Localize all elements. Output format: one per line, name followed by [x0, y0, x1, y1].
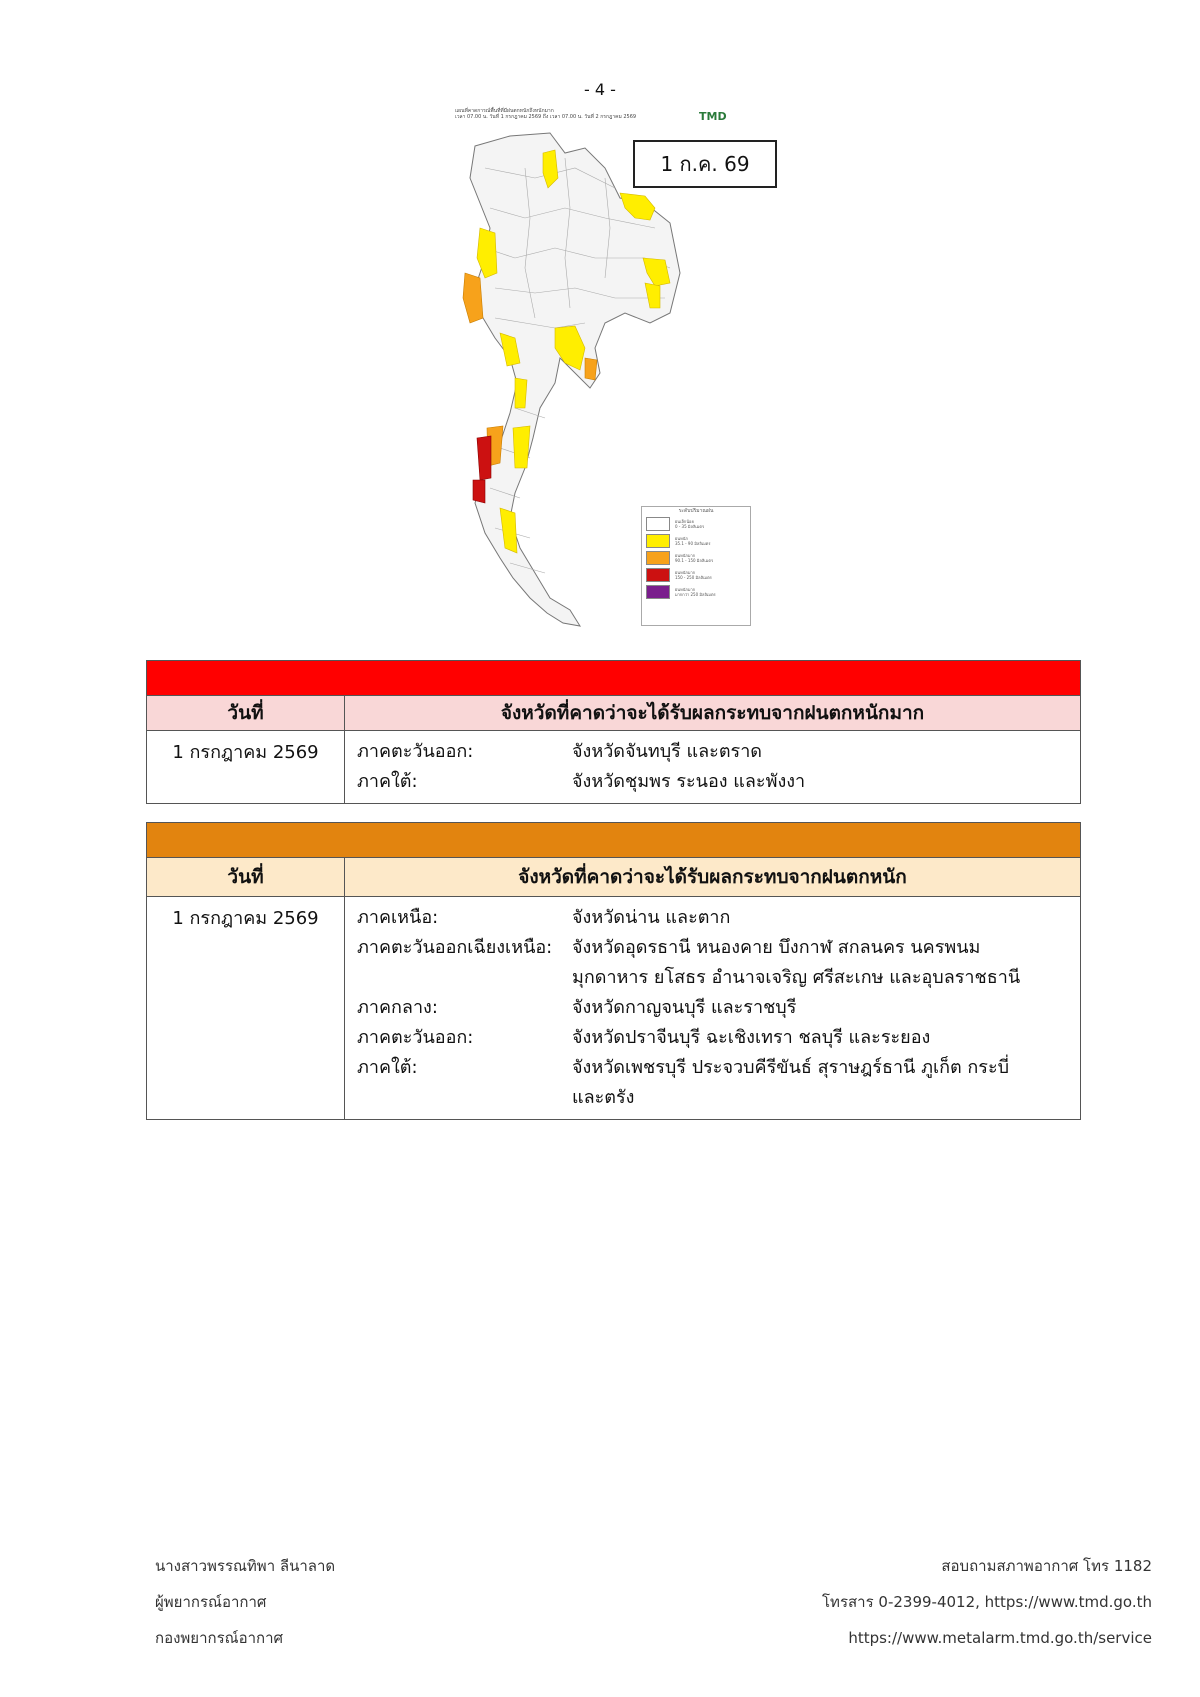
region-provinces: จังหวัดชุมพร ระนอง และพังงา	[572, 771, 806, 792]
rain-area-phetchaburi	[515, 378, 527, 408]
table-column-header	[147, 857, 1080, 896]
region-provinces: และตรัง	[572, 1087, 635, 1108]
region-provinces: จังหวัดน่าน และตาก	[572, 907, 731, 928]
tmd-logo-text: TMD	[699, 110, 727, 123]
heavy-rain-table	[146, 822, 1081, 1120]
column-date-header: วันที่	[147, 858, 345, 896]
legend-item	[646, 585, 746, 599]
legend-swatch	[646, 551, 670, 565]
region-line	[357, 933, 1070, 993]
rain-area-west-orange	[463, 273, 483, 323]
column-date-header: วันที่	[147, 696, 345, 730]
legend-range: มากกว่า 250 มิลลิเมตร	[675, 592, 716, 597]
map-header-line1: แผนที่คาดการณ์พื้นที่ที่มีฝนตกหนักถึงหนักมาก	[455, 108, 554, 114]
rain-area-trat	[585, 358, 597, 380]
legend-swatch	[646, 585, 670, 599]
rain-area-surat	[513, 426, 530, 468]
rainfall-forecast-map	[455, 108, 775, 628]
legend-item	[646, 551, 746, 565]
footer-forecaster	[155, 1548, 335, 1656]
region-provinces: จังหวัดจันทบุรี และตราด	[572, 741, 762, 762]
map-header-line2: เวลา 07.00 น. วันที่ 1 กรกฎาคม 2569 ถึง เวลา 07.00 น. วันที่ 2 กรกฎาคม 2569	[455, 114, 637, 120]
row-date: 1 กรกฎาคม 2569	[147, 897, 345, 1119]
row-date: 1 กรกฎาคม 2569	[147, 731, 345, 803]
region-provinces: จังหวัดเพชรบุรี ประจวบคีรีขันธ์ สุราษฎร์ธานี ภูเก็ต กระบี่	[572, 1057, 1010, 1078]
region-name: ภาคตะวันออกเฉียงเหนือ:	[357, 937, 553, 958]
very-heavy-rain-table	[146, 660, 1081, 804]
region-name: ภาคใต้:	[357, 771, 418, 792]
legend-range: 35.1 - 90 มิลลิเมตร	[675, 541, 711, 546]
forecaster-division: กองพยากรณ์อากาศ	[155, 1629, 284, 1647]
map-legend	[641, 506, 751, 626]
rain-area-phangnga	[473, 480, 485, 503]
region-name: ภาคตะวันออก:	[357, 741, 474, 762]
rain-area-ranong	[477, 436, 491, 480]
region-name: ภาคตะวันออก:	[357, 1027, 474, 1048]
forecaster-name: นางสาวพรรณทิพา ลีนาลาด	[155, 1557, 336, 1575]
region-line	[357, 1053, 1070, 1113]
map-date-label: 1 ก.ค. 69	[660, 152, 750, 176]
region-line	[357, 1023, 1070, 1053]
footer-contact	[822, 1548, 1152, 1656]
legend-range: 150 - 250 มิลลิเมตร	[675, 575, 712, 580]
legend-item	[646, 534, 746, 548]
legend-item	[646, 517, 746, 531]
region-line	[357, 737, 1070, 767]
region-provinces: มุกดาหาร ยโสธร อำนาจเจริญ ศรีสะเกษ และอุบลราชธานี	[572, 967, 1021, 988]
legend-item	[646, 568, 746, 582]
legend-label: ฝนหนักมาก	[675, 570, 696, 575]
region-line	[357, 903, 1070, 933]
forecaster-title: ผู้พยากรณ์อากาศ	[155, 1593, 267, 1611]
column-provinces-header: จังหวัดที่คาดว่าจะได้รับผลกระทบจากฝนตกหนักมาก	[500, 702, 925, 724]
legend-title: ระดับปริมาณฝน	[678, 508, 714, 514]
region-provinces: จังหวัดกาญจนบุรี และราชบุรี	[572, 997, 797, 1018]
contact-phone: สอบถามสภาพอากาศ โทร 1182	[941, 1557, 1152, 1575]
legend-range: 0 - 35 มิลลิเมตร	[675, 524, 705, 529]
legend-swatch	[646, 517, 670, 531]
legend-range: 90.1 - 150 มิลลิเมตร	[675, 558, 714, 563]
region-provinces: จังหวัดอุดรธานี หนองคาย บึงกาฬ สกลนคร นครพนม	[572, 937, 981, 958]
table-column-header	[147, 695, 1080, 730]
very-heavy-rain-header-bar	[147, 661, 1080, 695]
legend-label: ฝนหนักมาก	[675, 553, 696, 558]
region-name: ภาคกลาง:	[357, 997, 438, 1018]
region-name: ภาคใต้:	[357, 1057, 418, 1078]
legend-swatch	[646, 568, 670, 582]
legend-label: ฝนหนักมาก	[675, 587, 696, 592]
column-provinces-header: จังหวัดที่คาดว่าจะได้รับผลกระทบจากฝนตกหนัก	[518, 866, 907, 888]
contact-service-link[interactable]: https://www.metalarm.tmd.go.th/service	[848, 1629, 1152, 1647]
contact-fax-website[interactable]: โทรสาร 0-2399-4012, https://www.tmd.go.th	[822, 1593, 1152, 1611]
region-name: ภาคเหนือ:	[357, 907, 439, 928]
table-row	[147, 896, 1080, 1119]
legend-label: ฝนเล็กน้อย	[675, 519, 694, 524]
table-row	[147, 730, 1080, 803]
legend-label: ฝนหนัก	[675, 536, 688, 541]
heavy-rain-header-bar	[147, 823, 1080, 857]
region-provinces: จังหวัดปราจีนบุรี ฉะเชิงเทรา ชลบุรี และระยอง	[572, 1027, 931, 1048]
region-line	[357, 993, 1070, 1023]
page-number: - 4 -	[584, 80, 616, 99]
region-line	[357, 767, 1070, 797]
legend-swatch	[646, 534, 670, 548]
rain-area-tak	[477, 228, 497, 278]
